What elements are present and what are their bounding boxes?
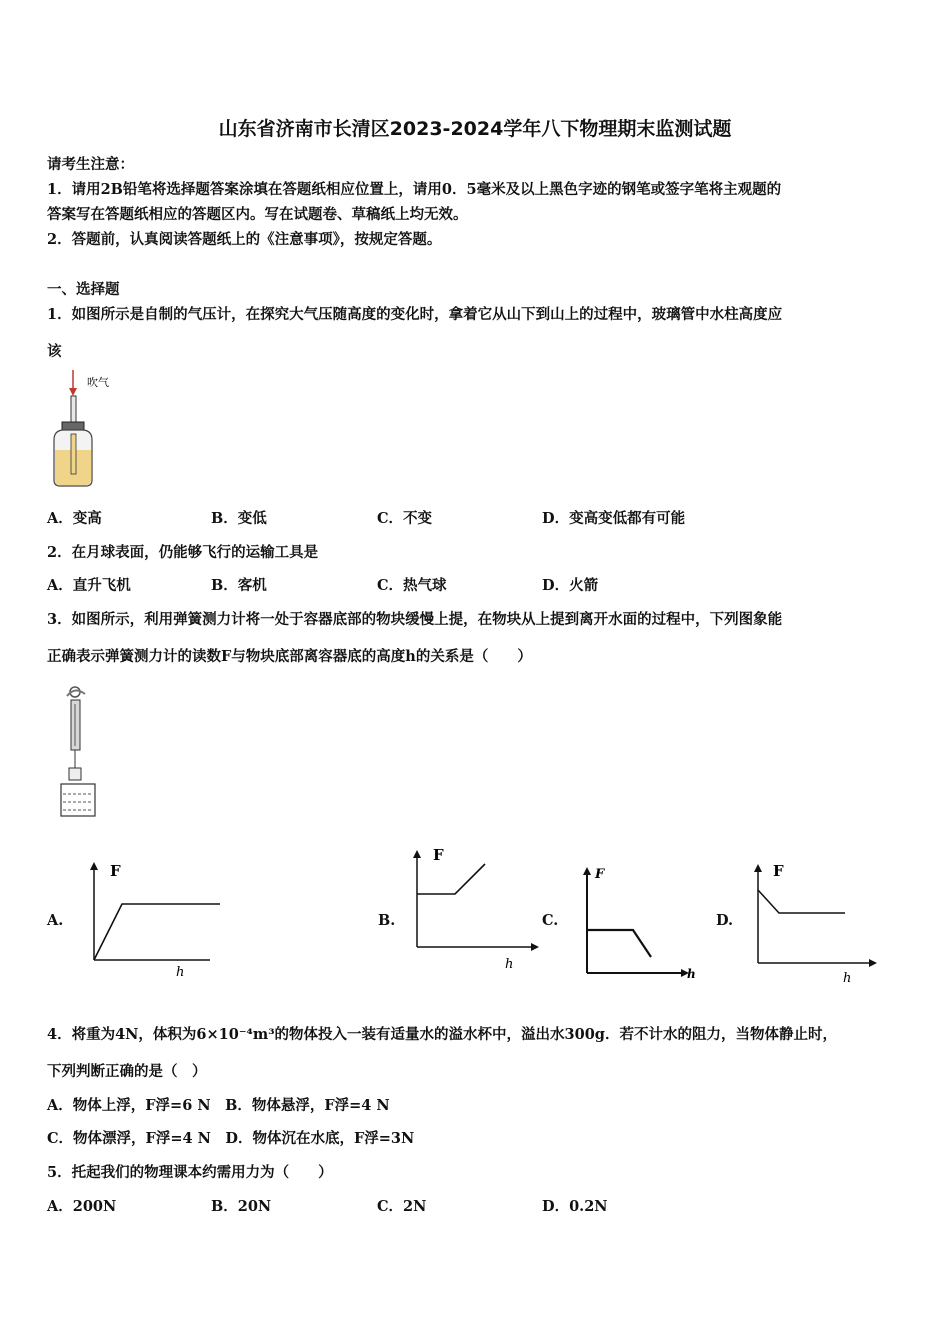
notice-line-1a: 1．请用2B铅笔将选择题答案涂填在答题纸相应位置上，请用0．5毫米及以上黑色字迹的钢笔或签字笔将主观题的 (47, 181, 782, 198)
notice-line-1b: 答案写在答题纸相应的答题区内。写在试题卷、草稿纸上均无效。 (47, 206, 468, 223)
q3-option-b: B. (378, 912, 396, 929)
notice-line-2: 2．答题前，认真阅读答题纸上的《注意事项》，按规定答题。 (47, 231, 442, 248)
q1-option-b: B．变低 (211, 510, 267, 527)
q5-stem: 5．托起我们的物理课本约需用力为（ ） (47, 1164, 333, 1181)
q3-stem: 3．如图所示，利用弹簧测力计将一处于容器底部的物块缓慢上提，在物块从上提到离开水面的过程中，下列图象能 (47, 611, 783, 628)
graph-d (745, 860, 880, 985)
graph-c (575, 865, 700, 980)
q4-options-cd: C．物体漂浮，F浮=4 N D．物体沉在水底，F浮=3N (47, 1130, 415, 1147)
blow-label: 吹气 (87, 376, 109, 389)
page-title: 山东省济南市长清区2023-2024学年八下物理期末监测试题 (218, 118, 732, 140)
q3-option-a: A. (47, 912, 64, 929)
q5-option-b: B．20N (211, 1198, 272, 1215)
q1-option-c: C．不变 (377, 510, 433, 527)
q2-stem: 2．在月球表面，仍能够飞行的运输工具是 (47, 544, 319, 561)
notice-heading: 请考生注意： (47, 156, 134, 173)
q4-stem-cont: 下列判断正确的是（ ） (47, 1063, 207, 1080)
graph-a (80, 860, 220, 980)
svg-text:F: F (773, 862, 784, 880)
q5-option-d: D．0.2N (542, 1198, 608, 1215)
q3-stem-cont: 正确表示弹簧测力计的读数F与物块底部离容器底的高度h的关系是（ ） (47, 648, 532, 665)
q5-option-a: A．200N (47, 1198, 117, 1215)
q4-stem: 4．将重为4N，体积为6×10⁻⁴m³的物体投入一装有适量水的溢水杯中，溢出水300g．若不计水的阻力，当物体静止时， (47, 1026, 837, 1043)
svg-text:h: h (176, 965, 185, 980)
graph-b (405, 846, 540, 971)
q2-option-d: D．火箭 (542, 577, 599, 594)
q5-option-c: C．2N (377, 1198, 427, 1215)
q2-option-a: A．直升飞机 (47, 577, 131, 594)
svg-text:h: h (687, 967, 696, 980)
q1-option-a: A．变高 (47, 510, 102, 527)
spring-scale-figure (55, 680, 105, 820)
svg-text:h: h (505, 957, 514, 971)
svg-text:F: F (595, 867, 605, 882)
barometer-figure (45, 366, 125, 491)
svg-text:F: F (110, 862, 121, 880)
q1-stem: 1．如图所示是自制的气压计，在探究大气压随高度的变化时，拿着它从山下到山上的过程中，玻璃管中水柱高度应 (47, 306, 783, 323)
q1-stem-cont: 该 (47, 343, 62, 360)
q1-option-d: D．变高变低都有可能 (542, 510, 686, 527)
svg-text:F: F (433, 846, 444, 864)
q4-options-ab: A．物体上浮，F浮=6 N B．物体悬浮，F浮=4 N (47, 1097, 390, 1114)
q3-option-c: C. (542, 912, 559, 929)
q3-option-d: D. (716, 912, 734, 929)
section-heading: 一、选择题 (47, 281, 120, 298)
svg-text:h: h (843, 971, 852, 985)
q2-option-b: B．客机 (211, 577, 267, 594)
q2-option-c: C．热气球 (377, 577, 447, 594)
